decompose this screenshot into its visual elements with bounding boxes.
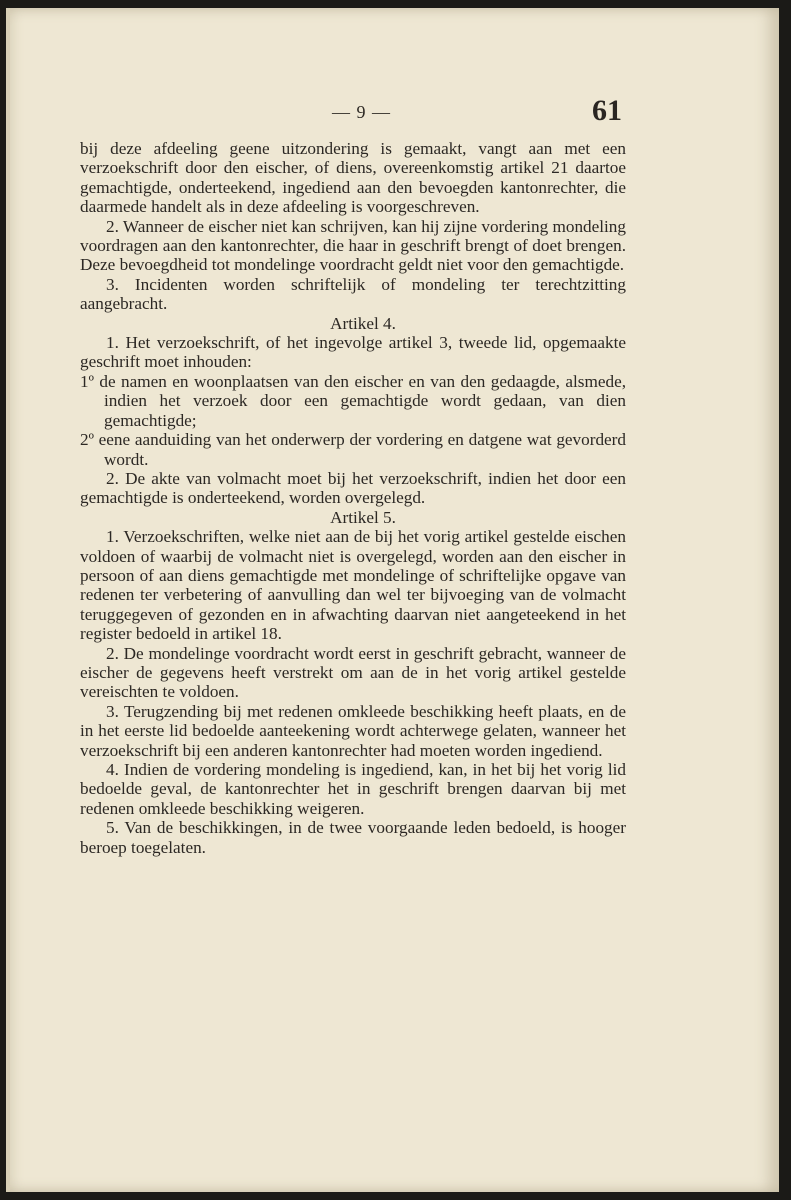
page-number: 61 — [592, 94, 622, 127]
paragraph-lid-3: 3. Incidenten worden schriftelijk of mondeling ter terechtzitting aangebracht. — [80, 274, 626, 314]
paragraph-continuation: bij deze afdeeling geene uitzondering is gemaakt, vangt aan met een verzoekschrift door den eischer, of diens, overeenkomstig artikel 21 daartoe gemachtigde, onderteekend, ingediend aan den bevoegden kantonrechter, die daarmede handelt als in deze afdeeling is voorgeschreven. — [80, 139, 626, 217]
page-fold-edge — [6, 8, 10, 1192]
document-page — [6, 8, 779, 1192]
paragraph-lid-2: 2. Wanneer de eischer niet kan schrijven, kan hij zijne vordering mondeling voordragen aan den kantonrechter, die haar in geschrift brengt of doet brengen. Deze bevoegdheid tot mondelinge voordracht geldt niet voor den gemachtigde. — [80, 216, 626, 275]
art5-lid-5: 5. Van de beschikkingen, in de twee voorgaande leden bedoeld, is hooger beroep toegelaten. — [80, 818, 626, 857]
heading-artikel-4: Artikel 4. — [330, 313, 396, 333]
art4-item-1: 1º de namen en woonplaatsen van den eischer en van den gedaagde, alsmede, indien het verzoek door een gemachtigde wordt gedaan, van dien gemachtigde; — [80, 371, 626, 430]
art5-lid-1: 1. Verzoekschriften, welke niet aan de bij het vorig artikel gestelde eischen voldoen of waarbij de volmacht niet is overgelegd, worden aan den eischer in persoon of aan diens gemachtigde met mondelinge of schriftelijke opgave van redenen ter verbetering of aanvulling dan wel ter bijvoeging van de volmacht teruggegeven of gezonden en in afwachting daarvan niet aangeteekend in het register bedoeld in artikel 18. — [80, 527, 626, 644]
art5-lid-3: 3. Terugzending bij met redenen omkleede beschikking heeft plaats, en de in het eerste lid bedoelde aanteekening wordt achterwege gelaten, wanneer het verzoekschrift bij een anderen kantonrechter had moeten worden ingediend. — [80, 701, 626, 760]
art5-lid-2: 2. De mondelinge voordracht wordt eerst in geschrift gebracht, wanneer de eischer de gegevens heeft verstrekt om aan de in het vorig artikel gestelde vereischten te voldoen. — [80, 643, 626, 702]
art4-item-2: 2º eene aanduiding van het onderwerp der vordering en datgene wat gevorderd wordt. — [80, 430, 626, 469]
art4-lid-1: 1. Het verzoekschrift, of het ingevolge artikel 3, tweede lid, opgemaakte geschrift moet inhouden: — [80, 333, 626, 372]
art4-lid-2: 2. De akte van volmacht moet bij het verzoekschrift, indien het door een gemachtigde is onderteekend, worden overgelegd. — [80, 468, 626, 508]
folio-marker: — 9 — — [332, 102, 391, 122]
body-text — [80, 139, 626, 857]
heading-artikel-5: Artikel 5. — [330, 507, 396, 527]
art5-lid-4: 4. Indien de vordering mondeling is ingediend, kan, in het bij het vorig lid bedoelde geval, de kantonrechter het in geschrift brengen daarvan bij met redenen omkleede beschikking weigeren. — [80, 760, 626, 818]
